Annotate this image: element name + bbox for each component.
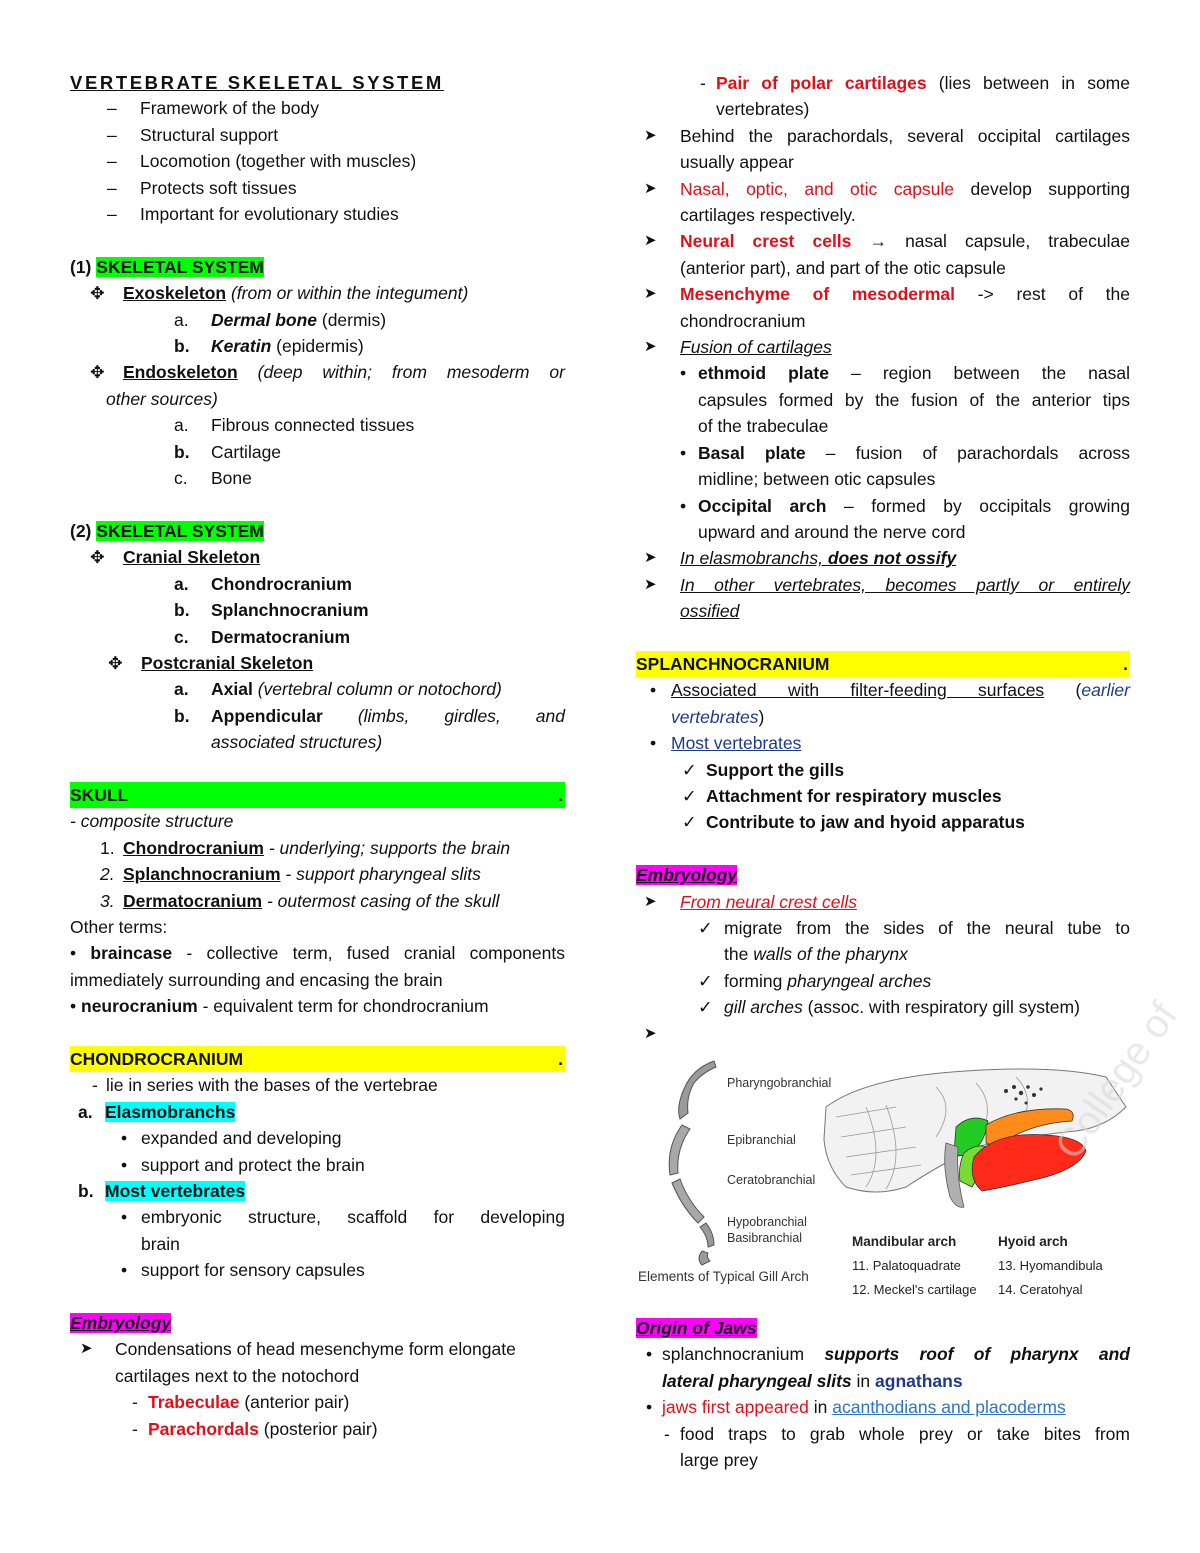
check-icon: ✓	[682, 785, 697, 806]
list-item: ➤ In elasmobranchs, does not ossify	[636, 545, 1130, 571]
list-item: - food traps to grab whole prey or take bites from	[664, 1423, 1130, 1444]
list-item: – Locomotion (together with muscles)	[107, 151, 417, 172]
list-item: - Pair of polar cartilages (lies between in some	[700, 73, 1130, 93]
basibranchial-shape	[699, 1251, 710, 1265]
list-item: a. Dermal bone (dermis)	[174, 309, 387, 330]
check-icon: ✓	[698, 997, 713, 1018]
list-item: a. Chondrocranium	[174, 573, 352, 594]
mandibular-arch-heading: Mandibular arch	[852, 1233, 957, 1249]
list-item: • support and protect the brain	[121, 1154, 365, 1175]
arrow-bullet-icon: ➤	[80, 1340, 93, 1358]
list-item: a. Elasmobranchs	[78, 1101, 236, 1122]
diamond-bullet-icon: ✥	[90, 547, 105, 568]
check-icon: ✓	[682, 812, 697, 833]
list-item: c. Dermatocranium	[174, 626, 351, 647]
arrow-bullet-icon: ➤	[644, 338, 657, 356]
list-item: • jaws first appeared in acanthodians and placoderms	[646, 1397, 1066, 1418]
svg-text:College of: College of	[1046, 994, 1187, 1168]
list-item: ➤ Mesenchyme of mesodermal -> rest of the	[636, 281, 1130, 307]
intro-list	[70, 95, 565, 227]
list-item: c. Bone	[174, 468, 252, 489]
ceratobranchial-shape	[672, 1179, 704, 1223]
list-item: 1. Chondrocranium - underlying; supports the brain	[100, 837, 511, 858]
gill-arch-figure: College of Pharyngobranchial Epibranchial Ceratobranchial Hypobranchial Basibranchial Elements of Typical Gill Arch Mandibular arch 11. Palatoquadrate 12. Meckel's cartilage Hyoid arch 13. Hyomandibula 14. Ceratohyal	[638, 994, 1187, 1297]
section-heading-embryology: Embryology	[70, 1313, 172, 1334]
diamond-bullet-icon: ✥	[90, 283, 105, 304]
list-item: b. Appendicular (limbs, girdles, and	[174, 705, 565, 726]
arrow-bullet-icon: ➤	[644, 179, 657, 197]
list-item: a. Axial (vertebral column or notochord)	[174, 679, 502, 700]
list-item: ✓ Attachment for respiratory muscles	[636, 783, 1130, 809]
section-heading-skeletal-system-2: (2) SKELETAL SYSTEM	[70, 520, 264, 541]
diamond-bullet-icon: ✥	[108, 652, 123, 673]
list-item: ✓ migrate from the sides of the neural tube to	[636, 915, 1130, 941]
list-item	[636, 1021, 1130, 1047]
list-item: • braincase - collective term, fused cranial components	[70, 943, 565, 964]
list-item: 3. Dermatocranium - outermost casing of the skull	[100, 890, 500, 911]
arrow-bullet-icon: ➤	[644, 575, 657, 593]
hyoid-arch-heading: Hyoid arch	[998, 1233, 1068, 1249]
list-item: ➤ Fusion of cartilages	[636, 334, 1130, 360]
list-item: ➤ Nasal, optic, and otic capsule develop supporting	[636, 176, 1130, 202]
section-heading-embryology: Embryology	[636, 865, 738, 886]
arrow-bullet-icon: ➤	[644, 285, 657, 303]
list-item: ✥ Exoskeleton (from or within the integument)	[70, 280, 565, 306]
check-icon: ✓	[682, 759, 697, 780]
list-item-continued: capsules formed by the fusion of the anterior tips	[698, 389, 1130, 410]
arrow-bullet-icon: ➤	[644, 1024, 657, 1042]
list-item: ➤ In other vertebrates, becomes partly or entirely	[636, 572, 1130, 598]
list-item: ➤ From neural crest cells	[636, 889, 1130, 915]
section-heading-chondrocranium: CHONDROCRANIUM .	[70, 1046, 565, 1072]
list-item: • neurocranium - equivalent term for chondrocranium	[70, 996, 489, 1017]
list-item: ➤ Neural crest cells → nasal capsule, trabeculae	[636, 228, 1130, 254]
figure-label: Hypobranchial	[727, 1214, 807, 1229]
section-heading-skull: SKULL .	[70, 782, 565, 808]
list-item: – Protects soft tissues	[107, 177, 297, 198]
hypobranchial-shape	[700, 1223, 714, 1247]
epibranchial-shape	[669, 1125, 690, 1175]
list-item: ✥ Cranial Skeleton	[70, 544, 565, 570]
figure-label: Ceratobranchial	[727, 1172, 816, 1187]
list-item: • Occipital arch – formed by occipitals growing	[680, 495, 1131, 516]
list-item: • Basal plate – fusion of parachordals across	[680, 442, 1130, 463]
list-item: – Structural support	[107, 124, 279, 145]
list-item: • expanded and developing	[121, 1128, 342, 1149]
arrow-bullet-icon: ➤	[644, 549, 657, 567]
figure-label: Basibranchial	[727, 1230, 803, 1245]
section-heading-origin-of-jaws: Origin of Jaws	[636, 1317, 757, 1338]
list-item: - Parachordals (posterior pair)	[132, 1418, 378, 1439]
figure-label: Epibranchial	[727, 1132, 796, 1147]
pharyngobranchial-shape	[679, 1061, 716, 1119]
document-title: VERTEBRATE SKELETAL SYSTEM	[70, 72, 444, 93]
list-item: ✥ Endoskeleton (deep within; from mesoderm or	[70, 359, 565, 385]
list-item: • splanchnocranium supports roof of pharynx and	[646, 1344, 1130, 1365]
list-item: • Associated with filter-feeding surfaces (earlier	[650, 680, 1130, 701]
list-item: • support for sensory capsules	[121, 1260, 365, 1281]
list-item: ✓ Contribute to jaw and hyoid apparatus	[636, 809, 1130, 835]
section-heading-skeletal-system-1: (1) SKELETAL SYSTEM	[70, 256, 264, 277]
list-item: ✓ gill arches (assoc. with respiratory gill system)	[636, 994, 1130, 1020]
list-item: • Most vertebrates	[650, 733, 802, 754]
list-item: – Important for evolutionary studies	[107, 204, 399, 225]
list-item: ➤ Behind the parachordals, several occipital cartilages	[636, 123, 1130, 149]
arrow-bullet-icon: ➤	[644, 892, 657, 910]
arrow-bullet-icon: ➤	[644, 232, 657, 250]
list-item: • ethmoid plate – region between the nasal	[680, 363, 1130, 384]
list-item: b. Most vertebrates	[78, 1181, 246, 1201]
list-item: • embryonic structure, scaffold for developing	[121, 1207, 565, 1228]
left-column: VERTEBRATE SKELETAL SYSTEM – Framework of the body – Structural support – Locomotion (together with muscles) – Protects soft tissues – Important for evolutionary studies (1) SKELETAL SYSTEM ✥ Exoskeleton (from or within the integument) a. Dermal bone (dermis) b. Keratin (epidermis) ✥ Endoskeleton (deep within; from mesoderm or other sources) a. Fibrous connected tissues b. Cartilage c. Bone (2) SKELETAL SYSTEM ✥ Cranial Skeleton a. Chondrocranium b. Splanchnocranium c. Dermatocranium ✥ Postcranial Skeleton a. Axial (vertebral column or notochord) b. Appendicular (limbs, girdles, and associated structures) SKULL . - composite structure 1. Chondrocranium - underlying; supports the brain 2. Splanchnocranium - support pharyngeal slits 3. Dermatocranium - outermost casing of the skull Other terms: • braincase - collective term, fused cranial components immediately surrounding and encasing the brain • neurocranium - equivalent term for chondrocranium CHONDROCRANIUM . - lie in series with the bases of the vertebrae a. Elasmobranchs • expanded and developing • support and protect the brain b. Most vertebrates • embryonic structure, scaffold for developing brain • support for sensory capsules Embryology ➤ Condensations of head mesenchyme form elongate cartilages next to the notochord - Trabeculae (anterior pair) - Parachordals (posterior pair)	[70, 70, 565, 1442]
section-heading-splanchnocranium: SPLANCHNOCRANIUM .	[636, 651, 1130, 677]
check-icon: ✓	[698, 970, 713, 991]
document-title-row	[70, 70, 565, 96]
list-item: a. Fibrous connected tissues	[174, 415, 415, 436]
list-item: b. Cartilage	[174, 441, 282, 462]
figure-caption: Elements of Typical Gill Arch	[638, 1268, 809, 1284]
check-icon: ✓	[698, 917, 713, 938]
list-item: - Trabeculae (anterior pair)	[132, 1392, 350, 1413]
list-item: – Framework of the body	[107, 98, 319, 119]
acanthodians-placoderms-link[interactable]: acanthodians and placoderms	[832, 1397, 1066, 1418]
list-item: ✓ forming pharyngeal arches	[636, 968, 1130, 994]
list-item: 2. Splanchnocranium - support pharyngeal slits	[100, 864, 481, 885]
list-item: ➤ Condensations of head mesenchyme form elongate	[70, 1336, 565, 1362]
right-column: - Pair of polar cartilages (lies between in some vertebrates) ➤ Behind the parachordals, several occipital cartilages usually appear ➤ Nasal, optic, and otic capsule develop supporting cartilages respectively. ➤ Neural crest cells → nasal capsule, trabeculae (anterior part), and part of the otic capsule ➤ Mesenchyme of mesodermal -> rest of the chondrocranium ➤ Fusion of cartilages • ethmoid plate – region between the nasal capsules formed by the fusion of the anterior tips of the trabeculae • Basal plate – fusion of parachordals across midline; between otic capsules • Occipital arch – formed by occipitals growing upward and around the nerve cord ➤ In elasmobranchs, does not ossify ➤ In other vertebrates, becomes partly or entirely ossified SPLANCHNOCRANIUM . • Associated with filter-feeding surfaces (earlier vertebrates) • Most vertebrates ✓ Support the gills ✓ Attachment for respiratory muscles ✓ Contribute to jaw and hyoid apparatus Embryology ➤ From neural crest cells ✓ migrate from the sides of the neural tube to the walls of the pharynx ✓ forming pharyngeal arches ✓ gill arches (assoc. with respiratory gill system) ➤ College of Pharyngobranchial Epibranchial Ceratobranchial Hypobranchial Basibranchial Elements of Typical Gill Arch Mandibular arch 11. Palatoquadrate 12. Meckel's cartilage Hyoid arch 13. Hyomandibula 14. Ceratohyal Origin of Jaws • splanchnocranium supports roof of pharynx and lateral pharyngeal slits in agnathans • jaws first appeared in acanthodians and placoderms - food traps to grab whole prey or take bites from large prey	[636, 70, 1130, 1473]
list-item: ✥ Postcranial Skeleton	[70, 650, 565, 676]
diamond-bullet-icon: ✥	[90, 362, 105, 383]
list-item: - lie in series with the bases of the vertebrae	[92, 1075, 438, 1096]
arrow-bullet-icon: ➤	[644, 126, 657, 144]
list-item: b. Keratin (epidermis)	[174, 336, 364, 357]
list-item: ✓ Support the gills	[636, 757, 1130, 783]
list-item: b. Splanchnocranium	[174, 600, 369, 621]
figure-label: Pharyngobranchial	[727, 1075, 832, 1090]
